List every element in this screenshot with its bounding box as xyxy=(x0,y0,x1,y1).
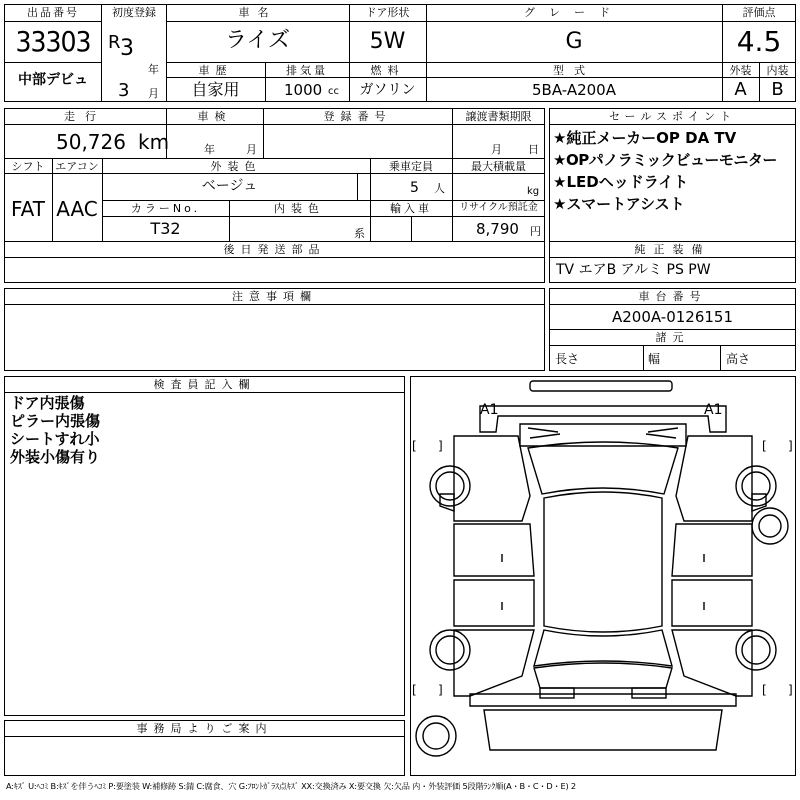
import-header: 輸入車 xyxy=(390,202,432,215)
rear-left-wheel-hub xyxy=(436,636,464,664)
recycle-header: リサイクル預託金 xyxy=(459,202,538,213)
reg-month-unit: 月 xyxy=(148,87,159,100)
score-header: 評価点 xyxy=(742,6,776,19)
left-front-door xyxy=(454,524,534,576)
mileage-header: 走行 xyxy=(64,110,106,123)
divider xyxy=(549,329,796,330)
venue-label: 中部デビュ xyxy=(18,72,88,88)
left-rear-door xyxy=(454,580,534,626)
rear-bumper xyxy=(470,694,736,706)
reg-no-header: 登録番号 xyxy=(323,110,392,123)
max-load-header: 最大積載量 xyxy=(471,160,526,173)
score-value: 4.5 xyxy=(736,25,782,58)
divider xyxy=(166,77,722,78)
ext-color-value: ベージュ xyxy=(201,178,258,194)
office-header: 事務局よりご案内 xyxy=(136,722,273,735)
rear-right-wheel-hub xyxy=(742,636,770,664)
later-parts-header: 後日発送部品 xyxy=(223,243,326,256)
history-header: 車歴 xyxy=(198,64,233,77)
height-label: 高さ xyxy=(726,352,751,366)
divider xyxy=(4,21,102,22)
divider xyxy=(411,216,412,241)
displacement-header: 排気量 xyxy=(286,64,328,77)
displacement-value: 1000 xyxy=(284,81,323,99)
transfer-day-unit: 日 xyxy=(528,143,539,156)
model-code-value: 5BA-A200A xyxy=(531,81,616,99)
color-no-value: T32 xyxy=(150,219,181,238)
right-rear-door xyxy=(672,580,752,626)
car-name-value: ライズ xyxy=(224,28,291,53)
right-front-door xyxy=(672,524,752,576)
left-mirror xyxy=(440,494,454,511)
reg-year-unit: 年 xyxy=(148,63,159,76)
color-no-header: カラーNo. xyxy=(130,202,201,215)
aircon-header: エアコン xyxy=(55,160,99,173)
recycle-unit: 円 xyxy=(530,225,541,238)
inspector-note: ピラー内張傷 xyxy=(10,412,101,430)
windshield xyxy=(528,442,678,494)
int-color-header: 内装色 xyxy=(274,202,325,215)
bracket-marker: ] xyxy=(438,439,443,453)
divider xyxy=(549,345,796,346)
sales-points-header: セールスポイント xyxy=(608,110,736,123)
damage-mark-right: A1 xyxy=(704,402,723,418)
shaken-month-unit: 月 xyxy=(246,143,257,156)
spare-tire-right xyxy=(752,508,788,544)
interior-header: 内装 xyxy=(766,64,789,77)
interior-value: B xyxy=(771,79,784,100)
era-value: R xyxy=(108,32,121,53)
divider xyxy=(549,124,796,125)
divider xyxy=(4,257,545,258)
specs-header: 諸元 xyxy=(655,331,690,344)
history-value: 自家用 xyxy=(191,80,240,99)
reg-year-value: 3 xyxy=(120,36,134,61)
door-type-value: 5W xyxy=(369,29,406,54)
tailgate xyxy=(534,663,672,688)
transfer-deadline-header: 譲渡書類期限 xyxy=(465,110,532,123)
spare-tire-left-hub xyxy=(423,723,449,749)
divider xyxy=(4,736,405,737)
divider xyxy=(357,173,358,200)
hood-lines xyxy=(528,428,678,438)
displacement-unit: cc xyxy=(328,86,339,97)
divider xyxy=(4,158,545,159)
sales-point-item: ★OPパノラミックビューモニター xyxy=(553,151,777,169)
exterior-value: A xyxy=(734,79,747,100)
car-diagram xyxy=(410,376,796,776)
recycle-value: 8,790 xyxy=(476,220,519,238)
fuel-value: ガソリン xyxy=(359,82,416,98)
inspector-header: 検査員記入欄 xyxy=(153,378,256,391)
spare-tire-left xyxy=(416,716,456,756)
rear-window xyxy=(534,630,672,666)
legend-text: A:ｷｽﾞ U:ﾍｺﾐ B:ｷｽﾞを伴うﾍｺﾐ P:要塗装 W:補修跡 S:錆 C:腐食、穴 G:ﾌﾛﾝﾄｶﾞﾗｽ点ｷｽﾞ XX:交換済み X:要交換 欠:欠品 内・外装評価 5段階ﾗﾝｸ順(A・B・C・D・E) 2 xyxy=(6,781,576,791)
sales-point-item: ★スマートアシスト xyxy=(553,195,685,213)
ext-color-header: 外装色 xyxy=(210,160,262,173)
shift-header: シフト xyxy=(11,160,45,173)
max-load-unit: kg xyxy=(527,186,540,197)
bracket-marker: [ xyxy=(412,683,417,697)
sales-point-item: ★純正メーカーOP DA TV xyxy=(553,129,737,147)
divider xyxy=(720,345,721,371)
bracket-marker: ] xyxy=(438,683,443,697)
divider xyxy=(549,241,796,242)
shaken-header: 車検 xyxy=(197,110,232,123)
first-reg-header: 初度登録 xyxy=(112,6,156,19)
genuine-equip-header: 純正装備 xyxy=(634,243,711,256)
divider xyxy=(4,304,545,305)
bracket-marker: [ xyxy=(762,439,767,453)
chassis-no-header: 車台番号 xyxy=(638,290,707,303)
model-code-header: 型式 xyxy=(553,64,595,77)
length-label: 長さ xyxy=(555,352,580,366)
divider xyxy=(166,62,796,63)
fuel-header: 燃料 xyxy=(370,64,405,77)
divider xyxy=(722,77,796,78)
lot-no-header: 出品番号 xyxy=(27,6,79,19)
spare-tire-right-hub xyxy=(759,515,781,537)
lot-no-value: 33303 xyxy=(15,25,91,58)
sales-point-item: ★LEDヘッドライト xyxy=(553,173,689,191)
front-bumper xyxy=(480,406,726,432)
mileage-value: 50,726 xyxy=(56,130,126,154)
roof xyxy=(544,492,662,632)
rear-plate-right xyxy=(632,688,666,698)
divider xyxy=(102,216,545,217)
front-left-wheel-hub xyxy=(436,472,464,500)
shaken-year-unit: 年 xyxy=(204,143,215,156)
genuine-equip-value: TV エアB アルミ PS PW xyxy=(556,262,711,278)
exterior-header: 外装 xyxy=(729,64,752,77)
inspector-note: シートすれ小 xyxy=(10,430,100,448)
bracket-marker: ] xyxy=(788,439,793,453)
divider xyxy=(4,392,405,393)
capacity-value: 5 xyxy=(410,180,419,196)
left-front-fender xyxy=(454,436,530,521)
divider xyxy=(643,345,644,371)
car-name-header: 車名 xyxy=(238,6,277,19)
shift-value: FAT xyxy=(10,197,45,221)
right-front-fender xyxy=(676,436,752,521)
aircon-value: AAC xyxy=(56,197,98,221)
capacity-unit: 人 xyxy=(434,182,445,195)
grade-value: G xyxy=(565,29,583,54)
width-label: 幅 xyxy=(648,352,661,366)
inspector-note: ドア内張傷 xyxy=(10,394,85,412)
int-color-unit: 系 xyxy=(354,227,365,240)
grade-header: グレード xyxy=(524,6,624,19)
capacity-header: 乗車定員 xyxy=(389,160,433,173)
rear-lower-bumper xyxy=(484,710,722,750)
bracket-marker: [ xyxy=(762,683,767,697)
divider xyxy=(4,173,545,174)
notes-header: 注意事項欄 xyxy=(232,290,317,303)
divider xyxy=(549,257,796,258)
divider xyxy=(4,241,545,242)
divider xyxy=(4,124,545,125)
reg-month-value: 3 xyxy=(118,80,130,101)
bracket-marker: [ xyxy=(412,439,417,453)
damage-mark-left: A1 xyxy=(480,402,499,418)
front-right-wheel-hub xyxy=(742,472,770,500)
divider xyxy=(549,304,796,305)
divider xyxy=(102,200,545,201)
door-type-header: ドア形状 xyxy=(365,6,410,19)
mileage-unit: km xyxy=(138,130,170,154)
bracket-marker: ] xyxy=(788,683,793,697)
transfer-month-unit: 月 xyxy=(491,143,502,156)
rear-plate-left xyxy=(540,688,574,698)
front-bumper-strip xyxy=(530,381,672,391)
divider xyxy=(4,62,102,63)
inspector-note: 外装小傷有り xyxy=(10,448,101,466)
divider xyxy=(166,21,796,22)
chassis-no-value: A200A-0126151 xyxy=(611,308,734,326)
